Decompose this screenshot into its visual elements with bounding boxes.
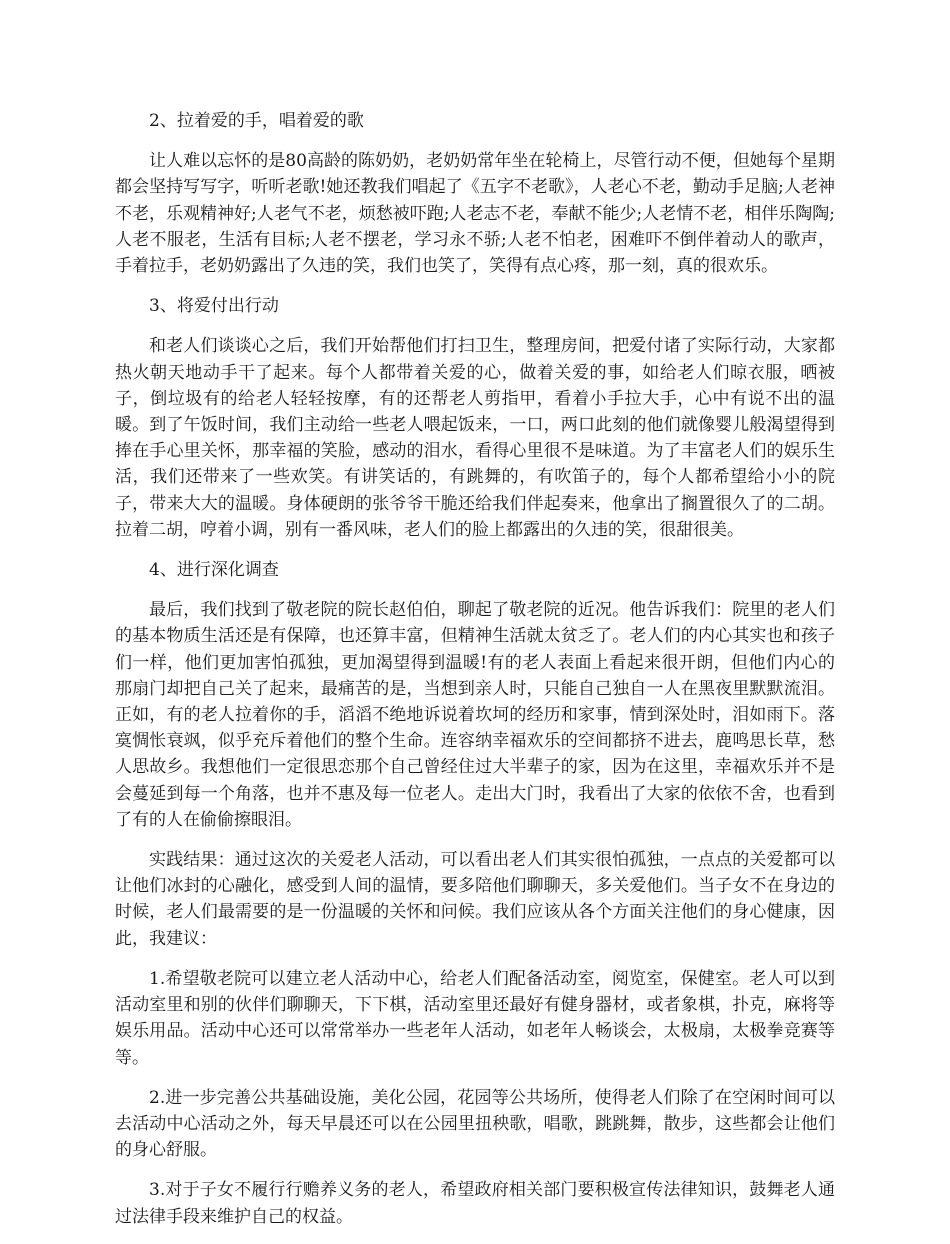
section-paragraph-4: 最后，我们找到了敬老院的院长赵伯伯，聊起了敬老院的近况。他告诉我们：院里的老人们的基本物质生活还是有保障，也还算丰富，但精神生活就太贫乏了。老人们的内心其实也和孩子们一样，他们更加害怕孤独，更加渴望得到温暖!有的老人表面上看起来很开朗，但他们内心的那扇门却把自己关了起来，最痛苦的是，当想到亲人时，只能自己独自一人在黑夜里默默流泪。正如，有的老人拉着你的手，滔滔不绝地诉说着坎坷的经历和家事，情到深处时，泪如雨下。落寞惆怅衰飒，似乎充斥着他们的整个生命。连容纳幸福欢乐的空间都挤不进去，鹿鸣思长草，愁人思故乡。我想他们一定很思恋那个自己曾经住过大半辈子的家，因为在这里，幸福欢乐并不是会蔓延到每一个角落，也并不惠及每一位老人。走出大门时，我看出了大家的依依不舍，也看到了有的人在偷偷擦眼泪。 — [115, 600, 835, 830]
section-heading-4: 4、进行深化调查 — [149, 560, 279, 581]
suggestion-3: 3.对于子女不履行行赡养义务的老人，希望政府相关部门要积极宣传法律知识，鼓舞老人通过法律手段来维护自己的权益。 — [115, 1180, 835, 1227]
section-paragraph-2: 让人难以忘怀的是80高龄的陈奶奶，老奶奶常年坐在轮椅上，尽管行动不便，但她每个星期都会坚持写写字，听听老歌!她还教我们唱起了《五字不老歌》，人老心不老，勤动手足脑;人老神不老，乐观精神好;人老气不老，烦愁被吓跑;人老志不老，奉献不能少;人老情不老，相伴乐陶陶;人老不服老，生活有目标;人老不摆老，学习永不骄;人老不怕老，困难吓不倒伴着动人的歌声，手着拉手，老奶奶露出了久违的笑，我们也笑了，笑得有点心疼，那一刻，真的很欢乐。 — [115, 151, 835, 277]
section-heading-3: 3、将爱付出行动 — [149, 296, 279, 317]
document-page — [115, 108, 835, 1244]
suggestion-2: 2.进一步完善公共基础设施，美化公园，花园等公共场所，使得老人们除了在空闲时间可以去活动中心活动之外，每天早晨还可以在公园里扭秧歌，唱歌，跳跳舞，散步，这些都会让他们的身心舒服。 — [115, 1087, 835, 1161]
section-paragraph-3: 和老人们谈谈心之后，我们开始帮他们打扫卫生，整理房间，把爱付诸了实际行动，大家都热火朝天地动手干了起来。每个人都带着关爱的心，做着关爱的事，如给老人们晾衣服，晒被子，倒垃圾有的给老人轻轻按摩，有的还帮老人剪指甲，看着小手拉大手，心中有说不出的温暖。到了午饭时间，我们主动给一些老人喂起饭来，一口，两口此刻的他们就像婴儿般渴望得到捧在手心里关怀，那幸福的笑脸，感动的泪水，看得心里很不是味道。为了丰富老人们的娱乐生活，我们还带来了一些欢笑。有讲笑话的，有跳舞的，有吹笛子的，每个人都希望给小小的院子，带来大大的温暖。身体硬朗的张爷爷干脆还给我们伴起奏来，他拿出了搁置很久了的二胡。拉着二胡，哼着小调，别有一番风味，老人们的脸上都露出的久违的笑，很甜很美。 — [115, 336, 835, 540]
suggestion-1: 1.希望敬老院可以建立老人活动中心，给老人们配备活动室，阅览室，保健室。老人可以到活动室里和别的伙伴们聊聊天，下下棋，活动室里还最好有健身器材，或者象棋，扑克，麻将等娱乐用品。活动中心还可以常常举办一些老年人活动，如老年人畅谈会，太极扇，太极拳竞赛等等。 — [115, 968, 835, 1068]
result-paragraph: 实践结果：通过这次的关爱老人活动，可以看出老人们其实很怕孤独，一点点的关爱都可以让他们冰封的心融化，感受到人间的温情，要多陪他们聊聊天，多关爱他们。当子女不在身边的时候，老人们最需要的是一份温暖的关怀和问候。我们应该从各个方面关注他们的身心健康，因此，我建议： — [115, 850, 835, 949]
section-heading-2: 2、拉着爱的手，唱着爱的歌 — [149, 111, 364, 131]
